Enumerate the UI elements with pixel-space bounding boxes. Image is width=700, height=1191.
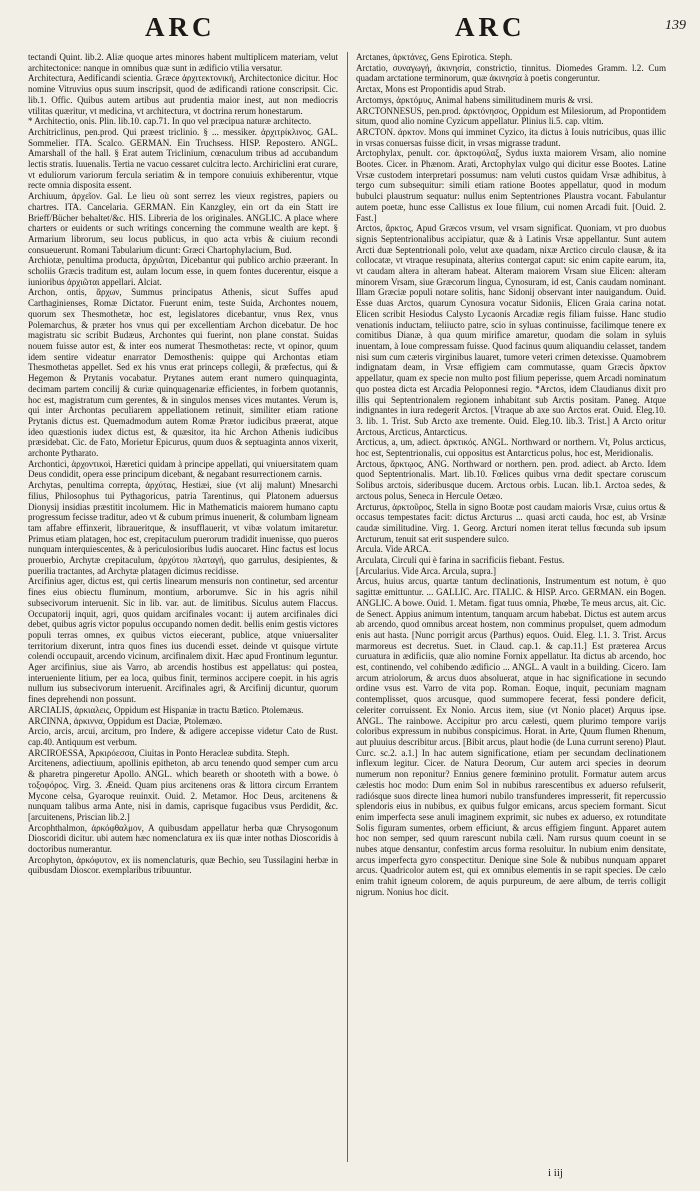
entry: Arcula. Vide ARCA. [356,544,432,555]
entry: ARCTONNESUS, pen.prod. ἀρκτόνησος, Oppidum est Milesiorum, ad Propontidem situm, quod alio nomine Cyzicum appellatur. Plinius li.5. cap. vltim. [356,105,666,127]
entry: Archontici, ἀρχοντικοὶ, Hæretici quidam à principe appellati, qui vniuersitatem quam Deus condidit, opera esse principum dicebant, & negabant resurrectionem carnis. [28,458,338,480]
entry: Archytas, penultima correpta, ἀρχύτας, Hestiæi, siue (vt alij malunt) Mnesarchi filius, Philosophus tui Pythagoricus, patria Tarentinus, qui Platonem aduersus Dionysij insidias præstitit incolumem. Hic in Mathematicis maiorem humano captu progressum fecisse traditur, adeo vt & cubum primus inuenerit, & columbam ligneam tam affabre effinxerit, libraueritque, & insufflauerit, vt vibæ volatum imitaretur. Primus etiam platagen, hoc est, crepitaculum puerorum tradidit inuenisse, quo pueros nunquam interquiescentes, & à periculosioribus ludis auocaret. Hinc factus est locus prouerbio, Archytæ crepitaculum, ἀρχύτου πλαταγή, quo garrulus, desipientes, & puerilia tractantes, ad Archytæ platagen dicimus recidisse. [28,480,338,576]
entry: * Architectio, onis. Plin. lib.10. cap.71. In quo vel præcipua naturæ architecto. [28,116,312,127]
entry: Architectura, Aedificandi scientia. Græce ἀρχιτεκτονική, Architectonice dicitur. Hoc nomine Vitruvius opus suum inscripsit, quod de ædificandi ratione conscripsit. Cic. lib.1. Offic. Quibus autem artibus aut prudentia maior inest, aut non mediocris vtilitas quæritur, vt medicina, vt architectura, vt doctrina rerum honestarum. [28,73,338,116]
entry: Architriclinus, pen.prod. Qui præest triclinio. § ... messiker. ἀρχιτρίκλινος. GAL. Sommelier. ITA. Scalco. GERMAN. Ein Truchsess. HISP. Repostero. ANGL. Amarshall of the hall. § Erat autem Triclinium, cœnaculum tribus ad accubandum lectis stratis. Iuuenalis. Tertia ne vacuo cessaret culcitra lecto. Archiriclini erat curare, vt eduliorum variorum fercula seriatim & in tempore conuiuis exhiberentur, vtque recte omnia disposita essent. [28,126,338,191]
entry: Arctomys, ἀρκτόμυς, Animal habens similitudinem muris & vrsi. [356,94,593,105]
entry: ARCINNA, ἀρκιννα, Oppidum est Daciæ, Ptolemæo. [28,715,223,726]
entry: Arcitenens, adiectiuum, apollinis epitheton, ab arcu tenendo quod semper cum arcu & pharetra pingeretur Apollo. ANGL. which beareth or shooteth with a bowe. ὁ τοξοφόρος. Virg. 3. Æneid. Quam pius arcitenens oras & littora circum Errantem Mycone celsa, Gyaroque reuinxit. Ouid. 2. Metamor. Hoc Deus, arcitenens & nunquam talibus arma Ante, nisi in damis, caprisque fugacibus vsus Perdidit, &c. [arcuitenens, Priscian lib.2.] [28,758,338,822]
entry: Arcophyton, ἀρκόφυτον, ex iis nomenclaturis, quæ Bechio, seu Tussilagini herbæ in quibusdam Dioscor. exemplaribus tribuuntur. [28,854,338,876]
entry: ARCTON. ἀρκτον. Mons qui imminet Cyzico, ita dictus à Iouis nutricibus, quas illic in vrsas conuersas fuisse dicit, in vrsas migrasse tradunt. [356,126,666,148]
entry: Arctax, Mons est Propontidis apud Strab. [356,84,506,95]
column-divider [347,52,348,1162]
entry: Arctophylax, penult. cor. ἀρκτοφύλαξ, Sydus iuxta maiorem Vrsam, alio nomine Bootes. Cicer. in Phænom. Arati, Arctophylax vulgo qui dicitur esse Bootes. Latine Vrsæ custodem interpretari possumus: nam veluti custos quidam Vrsæ adhibitus, à tergo cum subsequitur: simili etiam ratione Bootes appellatur, quod in modum bubulci plaustrum sequatur: nullus enim Septentriones Plaustra vocant. Fabulantur autem poetæ, hunc esse Callistus ex Ioue filium, cui nomen Arcadi fuit. [Ouid. 2. Fast.] [356,148,666,223]
entry: Arcophthalmon, ἀρκόφθαλμον, A quibusdam appellatur herba quæ Chrysogonum Dioscoridi dicitur. ubi autem hæc nomenclatura ex iis quæ inter nothas Dioscoridis à doctoribus numerantur. [28,822,338,855]
entry: Archiuum, ἀρχεῖον. Gal. Le lieu où sont serrez les vieux registres, papiers ou chartres. ITA. Cancelaria. GERMAN. Ein Kanzgley, ein ort da ein Statt ire Brieff/Bücher behaltet/&c. HIS. Libreria de los originales. ANGLIC. A place where charters or euidents or such writings concerning the commune wealth are kept. § Armarium librorum, seu locus publicus, in quo acta vrbis & ciuium recondi consueuerunt. Romani Tabularium dicunt: Græci Chartophylacium, Bud. [28,191,338,255]
entry: Arctous, ἄρκτῳος, ANG. Northward or northern. pen. prod. adiect. ab Arcto. Idem quod Septentrionalis. Mart. lib.10. Fœlices quibus vrna dedit spectare coruscum Solibus arctois, sideribusque ducem. Arctous orbis. Lucan. lib.1. Arctoa sedes, & arctous polus, Seneca in Hercule Oetæo. [356,458,666,501]
entry: Arcifinius ager, dictus est, qui certis linearum mensuris non continetur, sed arcentur fines eius obiectu fluminum, montium, arborumve. Sic in his agris nihil subsecivorum interuenit. Sic in lib. var. aut. de limitibus. Siculus autem Flaccus. Occupatorij inquit, agri, quos quidam arcifinales vocant: ij autem arcifinales dici debet, quibus agris victor populus occupando nomen dedit. bellis enim gestis victores populi terras omnes, ex quibus victos eiecerant, publice, atque vniuersaliter territorium dixerunt, intra quos fines ius ducendi esset. deinde vt quisque virtute colendi occupauit, arcendo vicinum, arcifinalem dixit. Hæc apud Frontinum leguntur. Ager arcifinius, siue ais Varro, ab arcendis hostibus est appellatus: qui postea, interueniente litium, per ea loca, quibus finit, terminos accipere coepit. in his agris nullum ius subsecivorum interuenit. Arcifinales agri, & Arcifinij dicuntur, quorum fines deprehendi non possunt. [28,576,338,705]
entry: ARCIALIS, ἀρκιαλεις, Oppidum est Hispaniæ in tractu Bætico. Ptolemæus. [28,704,304,715]
header-right-title: ARC [455,12,526,42]
entry: Arcio, arcis, arcui, arcitum, pro Indere, & adigere accepisse videtur Cato de Rust. cap.40. Antiquum est verbum. [28,726,338,747]
entry: Arctos, ἄρκτος, Apud Græcos vrsum, vel vrsam significat. Quoniam, vt pro duobus signis Septentrionalibus accipiatur, quæ & à Latinis Vrsæ appellantur. Sunt autem Arcti duæ Septentrionali polo, velut axe quadam, nixæ Arctico circulo clausæ, & ita collocatæ, vt vtraque resupinata, alterius contergat caput: sic enim capite earum, ita, vt caudam altera in alteram habeat. Alteram maiorem Vrsam siue Elicen: alteram minorem Vrsam, siue Græcorum lingua, Cynosuram, id est, Canis caudam nominant. Illam Græciæ populi notare solitis, hanc Sidonij observant inter nauigandum. Ouid. Esse duas Arctos, quarum Cynosura vocatur Sidoniis, Elicen Graia carina notat. Elicen scribit Hesiodus Calysto Lycaonis Arcadiæ regis filiam fuisse. Hanc studio venationis inductam, teliiucto patre, scio in syluas continuisse, facilimque tenere ex comitibus Dianæ, à qua quum mirifice amaretur, quodam die solam in syluis inuentam, à Ioue compressam fuisse. Quod facinus quum aliquandiu celasset, tandem nisi sum cum cæteris virginibus lauaret, tumore veteri crimen detexisse. Quamobrem indignatam deam, in Vrsæ effigiem cam commutasse, quam Græcis ἄρκτον appellatur, quam ex specie non multo post filium peperisse, quem Arcadi nominatum quo postea dicta est Arcadia Peloponnesi regio. *Arctos, idem Claudianus dixit pro illis qui Septentrionalem regionem inhabitant sub Arctis positam. Paneg. Atque indignantes in iura redegerit Arctos. [Vtraque ab axe suo Arctos erat. Ouid. Eleg.10. 3. lib. 1. Trist. Sub Arcto axe tremente. Ouid. Eleg.10. lib.3. Trist.] A Arcto oritur Arctous, Arcticus, Antarcticus. [356,223,666,437]
entry: Arculata, Circuli qui è farina in sacrificiis fiebant. Festus. [356,555,565,566]
entry: Arcus, huius arcus, quartæ tantum declinationis, Instrumentum est notum, è quo sagittæ emittuntur. ... GALLIC. Arc. ITALIC. & HISP. Arco. GERMAN. ein Bogen. ANGLIC. A bowe. Ouid. 1. Metam. figat tuus omnia, Phœbe, Te meus arcus, ait. Cic. de Senect. Appius animum intentum, tanquam arcum habebat. Dictus est autem arcus ab arcendo, quod omnibus arceat hostem, non comminus propulset, quem admodum enis aut hasta. [Nunc porrigit arcus (Parthus) equos. Ouid. Eleg. l.1. 3. Trist. Arcus marmoreus est decretus. Suet. in Claud. cap.1. & cap.11.] Est præterea Arcus curuatura in ædificiis, quæ alio nomine Fornix appellatur. Ita dictus ab arcendo, hoc est, continendo, vel cohibendo ædificio ... ANGL. A vault in a building. Cicero. Iam arcum atriolorum, & arcus duos absoluerat, atque in hac significatione in secundo ordine vsus est. Varro de vita pop. Roman. Eoque, inquit, pecuniam magnam contemplisset, quos arcusque, quod summopere fecerat, fessi pondere deficit, celeriter corruissent. Ex Nonio. Arcus item, siue (vt Nonio placet) Arquus ipse. ANGL. The rainbowe. Accipitur pro arcu cælesti, quem plurimo tempore varijs coloribus expressum in nubibus conspicimus. Horat. in Arte, Quum flumen Rhenum, aut pluuius describitur arcus. [Bibit arcus, plaut hodie (de Luna currunt sereno) Plaut. Curc. sc.2. a.1.] In hac autem significatione, etiam per secundam declinationem inflexum legitur. Cicer. de Natura Deorum, Cur autem arci species in deorum numerum non reponitur? Ennius genere fœminino protulit. Formatur autem arcus cælestis hoc modo: Dum enim Sol in nubibus rarescentibus ex aduerso refulserit, radiósque suos directe linea humori nubilo transfunderes impresserit, fit repercussio splendoris eius in nubibus, ex quibus fulgor emicans, arcus speciem formant. Sicut enim imperfecta sese anuli imaginem exprimit, sic nubes ex aduerso, ex rotunditate Solis figuram sumentes, orbem efficiunt, & arcus effigiem fingunt. Apparet autem hoc non semper, sed quum rarescunt nubila cæli. Nam rursus quum coeunt in se nubes atque densantur, confestim arcus forma resoluitur. In nubium enim densitate, arcus imperfecta gyro conspectitur. Denique sine Sole & nubibus nunquam apparet arcus. Quadricolor autem est, qui ex omnibus elementis in se rapit species. De cælo enim trahit igneum colorem, de aquis purpureum, de aere album, de terris colligit nigrum. Nonius hoc dicit. [356,576,666,897]
page-number: 139 [665,18,686,33]
entry: Archiotæ, penultima producta, ἀρχιῶται, Dicebantur qui publico archio præerant. In scholiis Græcis traditum est, aulam locum esse, in quem fontes ducerentur, eisque a iunioribus ἀρχιῶται appellari. Alciat. [28,255,338,287]
header-left-title: ARC [145,12,216,42]
left-column [28,52,338,1172]
signature-mark: i iij [548,1167,563,1179]
running-header [0,0,700,46]
entry: Arcticus, a, um, adiect. ἀρκτικός. ANGL. Northward or northern. Vt, Polus arcticus, hoc est, Septentrionalis, cui oppositus est Antarcticus polus, hoc est, Meridionalis. [356,437,666,459]
entry: Arctanes, ἀρκτάνες, Gens Epirotica. Steph. [356,52,513,62]
entry: Arctatio, συναγωγή, ἀκινησία, constrictio, tinnitus. Diomedes Gramm. l.2. Cum quadam arctatione terminorum, quæ ἀκινησία à poetis congeruntur. [356,62,666,84]
entry: Archon, ontis, ἄρχων, Summus principatus Athenis, sicut Suffes apud Carthaginienses, Romæ Dictator. Fuerunt enim, teste Suida, Archontes nouem, quorum sex Thesmothetæ, hoc est, legislatores dicebantur, vnus Rex, vnus Polemarchus, & præter hos vnus qui per excellentiam Archon dicebatur. De hoc magistratu sic scribit Budæus, Archontes qui fuerint, non plane constat. Suidas nouem fuisse autor est, & inter eos numerat Thesmothetas: recte, vt opinor, quum idem sentire videatur enarrator Demosthenis: quippe qui Archontas etiam Thesmothetas appellet. Sed ex his vnus erat princeps collegii, & præfectus, qui & Hegemon & Prytanis vocabatur. Prytanes autem erant numero quinquaginta, decimam partem concilij & curiæ quinquagenariæ efficientes, in forbem quotannis, hoc est, magistratum cum gerentes, & in singulos menses vices mutantes. Verum is, qui inter Archontas peculiarem appellationem retinuit, similiter etiam ratione Prytanis dictus est. Quemadmodum autem Romæ Prætor iudicibus præerat, atque ideo quæstionis iudex dictus est, & quæsitor, ita hic Archon Athenis iudicibus præsidebat. Cic. de Fato, Morietur Epicurus, quum duos & septuaginta annos vixerit, archonte Pytharato. [28,287,338,459]
entry: tectandi Quint. lib.2. Aliæ quoque artes minores habent multiplicem materiam, velut architectonice: nanque in omnibus quæ sunt in ædificio vtilia versatur. [28,52,338,73]
entry: Arcturus, ἀρκτοῦρος, Stella in signo Bootæ post caudam maioris Vrsæ, cuius ortus & occasus tempestates facit: dictus Arcturus ... quasi arcti cauda, hoc est, ab Vrsinæ caudæ similitudine. Virg. 1. Georg. Arcturi nomen iterat tellus fœcunda sub ipsum Arcturum, tenuit sat erit suspendere sulco. [356,501,666,544]
entry: [Arcularius. Vide Arca. Arcula, supra.] [356,565,496,576]
entry: ARCIROESSA, Ἀρκιρόεσσα, Ciuitas in Ponto Heracleæ subdita. Steph. [28,747,290,758]
right-column [356,52,666,1172]
